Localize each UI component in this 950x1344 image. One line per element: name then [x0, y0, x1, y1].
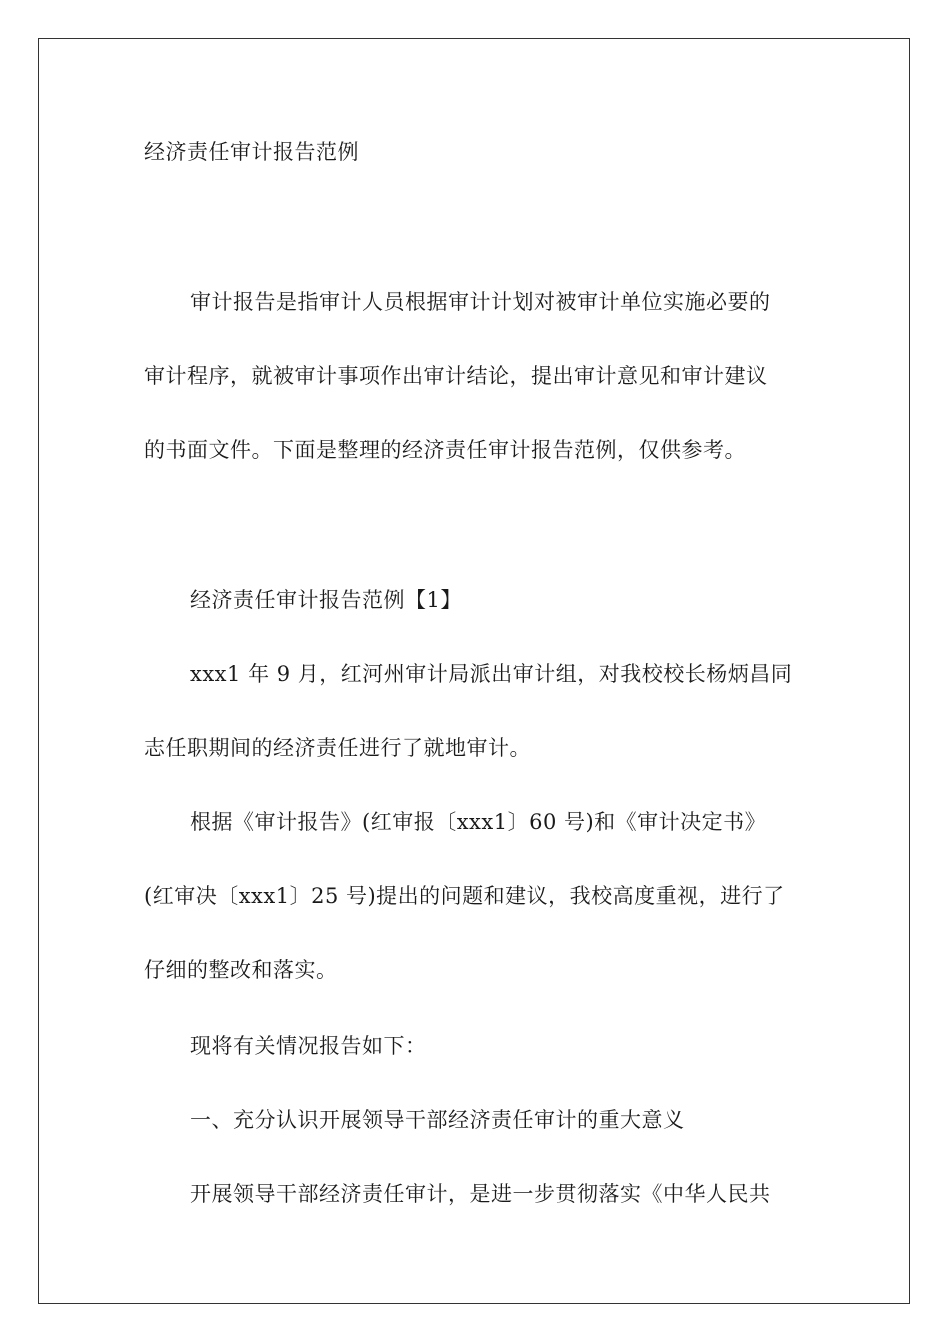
document-title: 经济责任审计报告范例	[144, 140, 359, 164]
para3-line: 现将有关情况报告如下：	[190, 1034, 427, 1058]
para2-line-2: (红审决〔xxx1〕25 号)提出的问题和建议，我校高度重视，进行了	[144, 884, 785, 908]
section-subheading-1: 一、充分认识开展领导干部经济责任审计的重大意义	[190, 1108, 685, 1132]
intro-line-2: 审计程序，就被审计事项作出审计结论，提出审计意见和审计建议	[144, 364, 768, 388]
section-heading: 经济责任审计报告范例【1】	[190, 588, 462, 612]
para4-line-1: 开展领导干部经济责任审计，是进一步贯彻落实《中华人民共	[190, 1182, 771, 1206]
para2-line-3: 仔细的整改和落实。	[144, 958, 338, 982]
para2-line-1: 根据《审计报告》(红审报〔xxx1〕60 号)和《审计决定书》	[190, 810, 767, 834]
intro-line-3: 的书面文件。下面是整理的经济责任审计报告范例，仅供参考。	[144, 438, 746, 462]
para1-line-2: 志任职期间的经济责任进行了就地审计。	[144, 736, 531, 760]
intro-line-1: 审计报告是指审计人员根据审计计划对被审计单位实施必要的	[190, 290, 771, 314]
para1-line-1: xxx1 年 9 月，红河州审计局派出审计组，对我校校长杨炳昌同	[190, 662, 793, 686]
